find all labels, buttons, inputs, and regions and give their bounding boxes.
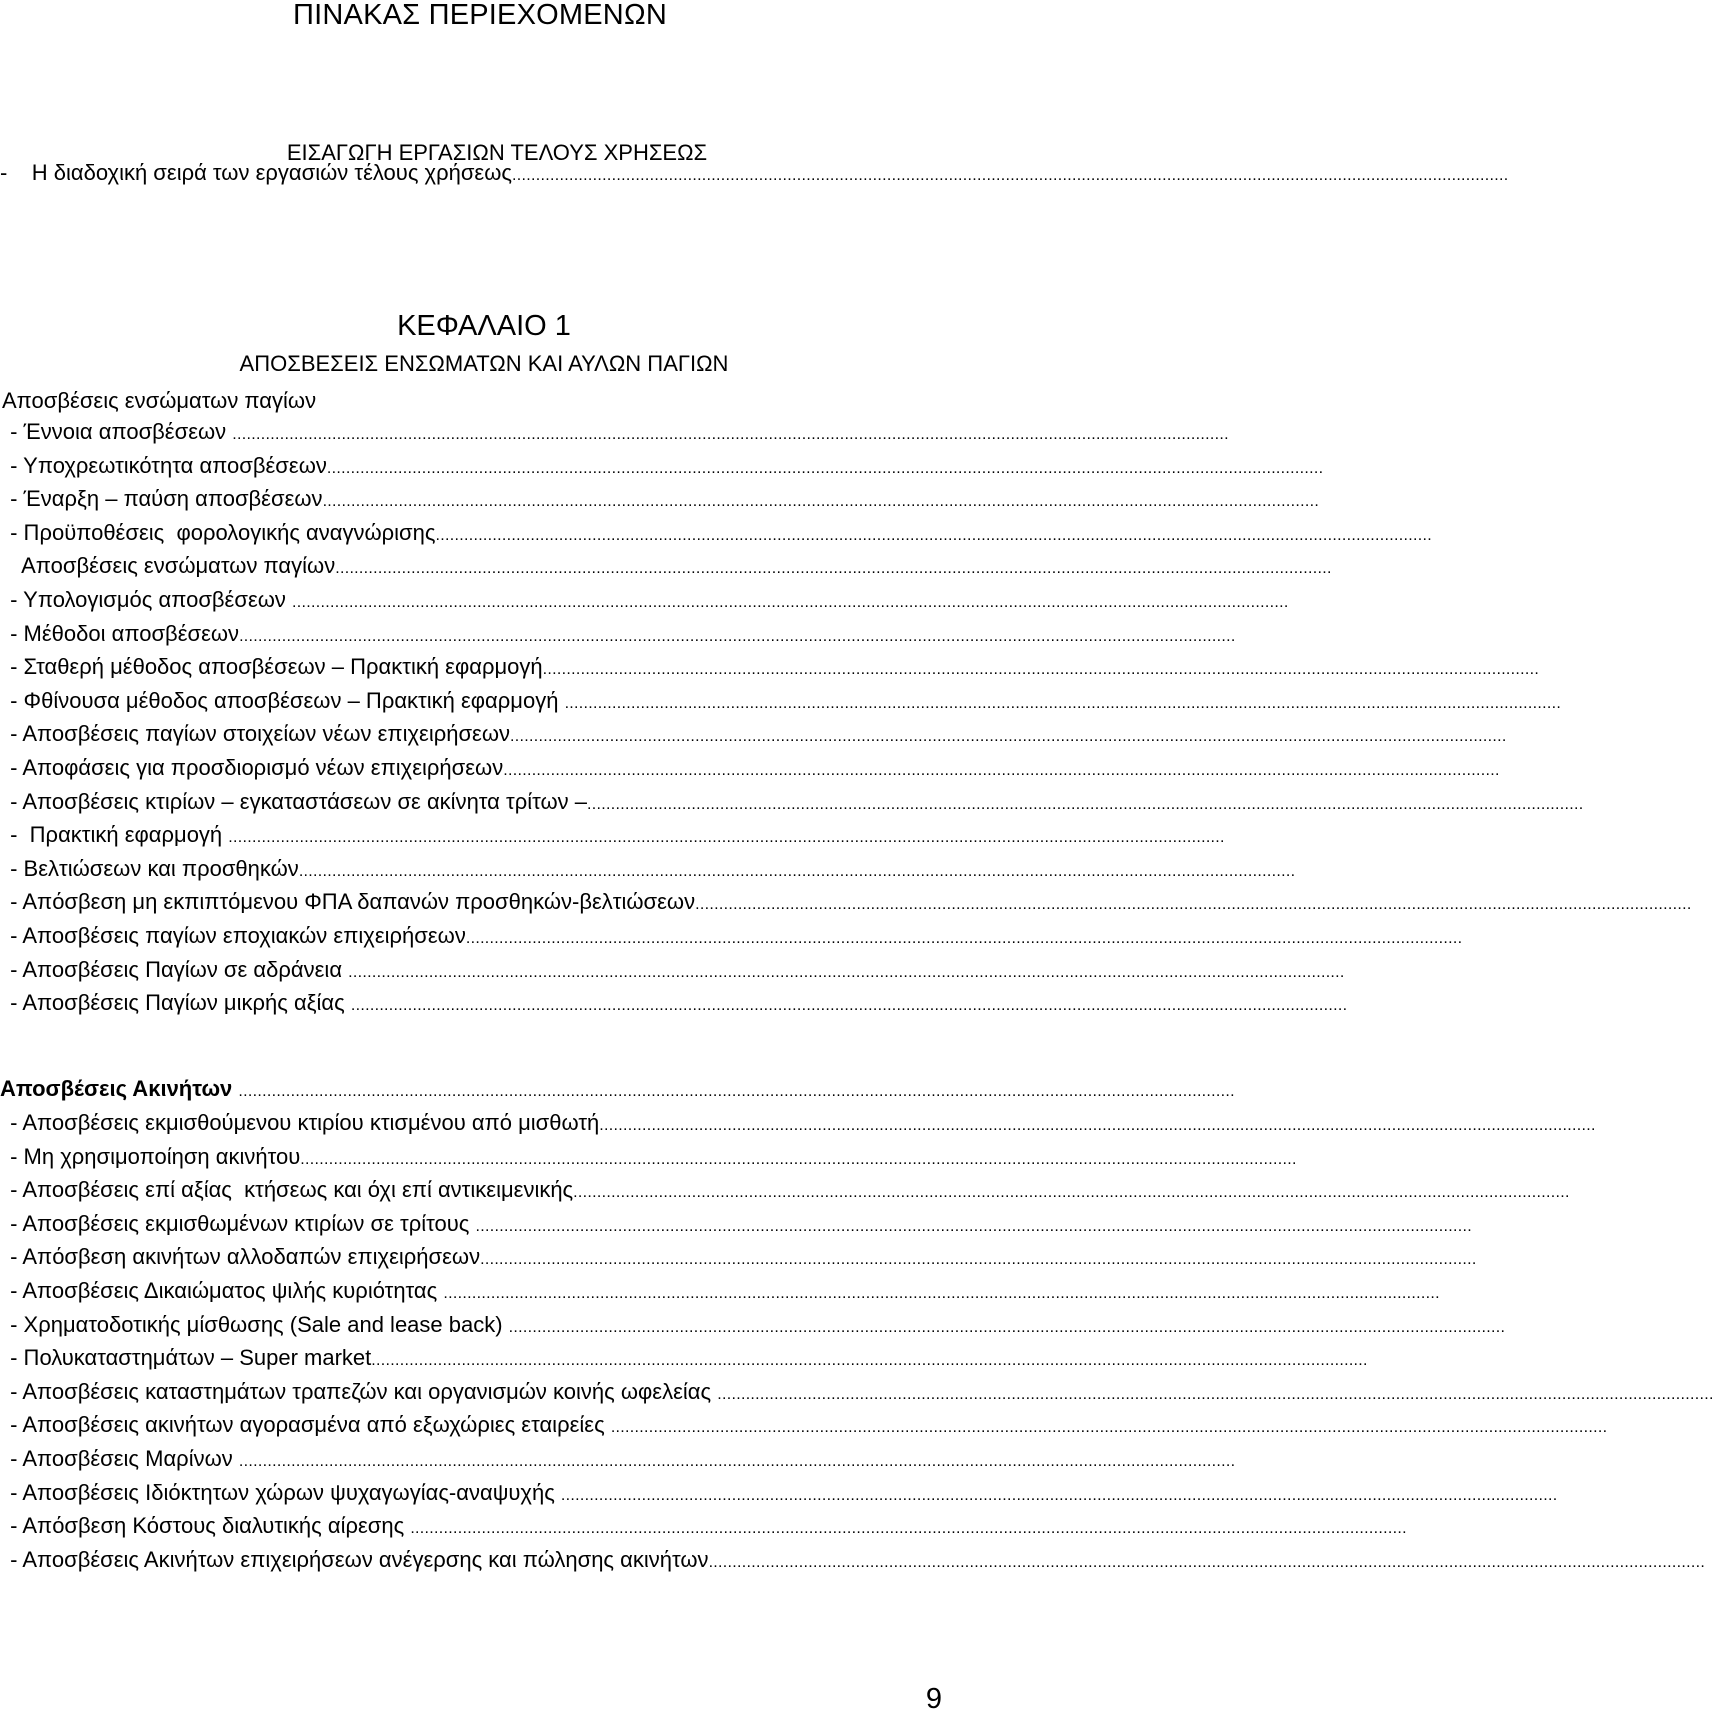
page-number: 9 (925, 1683, 942, 1715)
toc-entry[interactable] (4, 1411, 1608, 1439)
leader-dots: .................................................................................................................................................................................................................. (560, 1486, 1558, 1504)
leader-dots: .................................................................................................................................................................................................................. (542, 661, 1540, 679)
toc-entry[interactable] (4, 452, 1324, 480)
leader-dots: .................................................................................................................................................................................................................. (410, 1520, 1407, 1538)
toc-entry-label: - Υποχρεωτικότητα αποσβέσεων (4, 452, 327, 478)
toc-entry[interactable] (4, 418, 1229, 446)
leader-dots: .................................................................................................................................................................................................................. (599, 1117, 1596, 1134)
toc-entry[interactable] (4, 1210, 1473, 1238)
leader-dots: .................................................................................................................................................................................................................. (503, 762, 1500, 779)
section-heading: Αποσβέσεις ενσώματων παγίων (2, 388, 317, 413)
leader-dots: .................................................................................................................................................................................................................. (475, 1217, 1473, 1235)
toc-entry[interactable] (4, 855, 1296, 883)
toc-entry[interactable] (4, 586, 1289, 614)
leader-dots: .................................................................................................................................................................................................................. (512, 167, 1509, 184)
leader-dots: .................................................................................................................................................................................................................. (443, 1285, 1440, 1302)
toc-entry[interactable] (4, 1344, 1368, 1372)
toc-entry[interactable] (4, 989, 1348, 1017)
leader-dots: .................................................................................................................................................................................................................. (480, 1251, 1477, 1269)
leader-dots: .................................................................................................................................................................................................................. (371, 1352, 1368, 1370)
leader-dots: .................................................................................................................................................................................................................. (232, 426, 1229, 443)
toc-entry-label: - Αποσβέσεις Δικαιώματος ψιλής κυριότητας (4, 1278, 444, 1303)
toc-entry-label: - Η διαδοχική σειρά των εργασιών τέλους χρήσεως (0, 160, 512, 185)
page-title: ΠΙΝΑΚΑΣ ΠΕΡΙΕΧΟΜΕΝΩΝ (293, 0, 667, 31)
toc-entry-label: - Αποσβέσεις παγίων στοιχείων νέων επιχειρήσεων (4, 721, 511, 747)
toc-entry[interactable] (4, 788, 1584, 816)
leader-dots: .................................................................................................................................................................................................................. (350, 997, 1348, 1015)
toc-entry-label: - Αποσβέσεις καταστημάτων τραπεζών και οργανισμών κοινής ωφελείας (4, 1378, 718, 1404)
leader-dots: .................................................................................................................................................................................................................. (335, 560, 1332, 578)
toc-entry-label: - Αποσβέσεις παγίων εποχιακών επιχειρήσεων (4, 923, 466, 948)
toc-entry-label: - Αποσβέσεις Παγίων σε αδράνεια (4, 956, 349, 982)
leader-dots: .................................................................................................................................................................................................................. (510, 728, 1507, 746)
toc-entry-label: - Φθίνουσα μέθοδος αποσβέσεων – Πρακτική εφαρμογή (4, 687, 565, 713)
leader-dots: .................................................................................................................................................................................................................. (465, 930, 1463, 947)
toc-entry-label: - Αποσβέσεις κτιρίων – εγκαταστάσεων σε ακίνητα τρίτων – (4, 788, 588, 814)
toc-section-entry[interactable] (0, 1075, 1235, 1103)
toc-entry-label: - Απόσβεση Κόστους διαλυτικής αίρεσης (4, 1513, 411, 1539)
leader-dots: .................................................................................................................................................................................................................. (564, 694, 1562, 712)
toc-entry-label: Αποσβέσεις ενσώματων παγίων (4, 553, 336, 579)
toc-entry-label: - Μέθοδοι αποσβέσεων (4, 620, 240, 646)
toc-entry[interactable] (4, 888, 1692, 916)
chapter-heading: ΚΕΦΑΛΑΙΟ 1 (397, 310, 571, 342)
toc-entry[interactable] (4, 1143, 1297, 1171)
leader-dots: .................................................................................................................................................................................................................. (326, 459, 1324, 477)
leader-dots: .................................................................................................................................................................................................................. (717, 1385, 1714, 1403)
toc-entry[interactable] (4, 1277, 1440, 1305)
toc-entry[interactable] (4, 1109, 1596, 1137)
toc-entry[interactable] (4, 1378, 1714, 1406)
leader-dots: .................................................................................................................................................................................................................. (708, 1553, 1706, 1571)
leader-dots: .................................................................................................................................................................................................................. (292, 594, 1289, 611)
toc-entry[interactable] (4, 1479, 1558, 1507)
toc-entry-label: - Αποσβέσεις εκμισθούμενου κτιρίου κτισμένου από μισθωτή (4, 1110, 600, 1135)
toc-entry[interactable] (4, 653, 1540, 681)
toc-entry[interactable] (4, 821, 1225, 849)
toc-entry[interactable] (4, 485, 1320, 513)
leader-dots: .................................................................................................................................................................................................................. (238, 1083, 1235, 1100)
leader-dots: .................................................................................................................................................................................................................. (322, 493, 1320, 511)
toc-entry[interactable] (4, 1445, 1236, 1473)
toc-entry[interactable] (4, 754, 1500, 782)
toc-entry[interactable] (4, 1243, 1477, 1271)
toc-entry-label: - Πολυκαταστημάτων – Super market (4, 1345, 372, 1371)
toc-entry[interactable] (4, 1546, 1706, 1574)
leader-dots: .................................................................................................................................................................................................................. (435, 526, 1432, 544)
leader-dots: .................................................................................................................................................................................................................. (348, 963, 1345, 981)
toc-entry[interactable] (4, 956, 1345, 984)
toc-entry[interactable] (4, 687, 1562, 715)
leader-dots: .................................................................................................................................................................................................................. (239, 627, 1236, 645)
toc-entry-label: - Απόσβεση ακινήτων αλλοδαπών επιχειρήσεων (4, 1244, 481, 1270)
toc-entry-label: - Αποσβέσεις Μαρίνων (4, 1446, 239, 1471)
toc-entry-label: - Αποσβέσεις επί αξίας κτήσεως και όχι επί αντικειμενικής (4, 1177, 574, 1203)
toc-entry-label: - Μη χρησιμοποίηση ακινήτου (4, 1143, 301, 1169)
leader-dots: .................................................................................................................................................................................................................. (298, 862, 1296, 880)
toc-entry-label: - Υπολογισμός αποσβέσεων (4, 587, 293, 612)
toc-entry-label: - Προϋποθέσεις φορολογικής αναγνώρισης (4, 519, 436, 545)
toc-entry-label: - Αποσβέσεις Παγίων μικρής αξίας (4, 990, 351, 1016)
toc-entry[interactable] (4, 552, 1332, 580)
leader-dots: .................................................................................................................................................................................................................. (300, 1150, 1297, 1168)
toc-entry[interactable] (4, 519, 1432, 547)
toc-entry-label: - Σταθερή μέθοδος αποσβέσεων – Πρακτική εφαρμογή (4, 654, 543, 680)
toc-entry-label: - Χρηματοδοτικής μίσθωσης (Sale and lease back) (4, 1311, 509, 1337)
leader-dots: .................................................................................................................................................................................................................. (587, 795, 1584, 813)
toc-entry[interactable] (4, 922, 1463, 950)
leader-dots: .................................................................................................................................................................................................................. (573, 1184, 1570, 1202)
leader-dots: .................................................................................................................................................................................................................. (228, 829, 1225, 847)
toc-entry[interactable] (4, 1512, 1407, 1540)
toc-entry[interactable] (4, 620, 1236, 648)
toc-entry[interactable] (0, 159, 1509, 187)
toc-entry-label: - Αποφάσεις για προσδιορισμό νέων επιχειρήσεων (4, 755, 504, 780)
toc-entry-label: - Απόσβεση μη εκπιπτόμενου ΦΠΑ δαπανών προσθηκών-βελτιώσεων (4, 889, 696, 915)
leader-dots: .................................................................................................................................................................................................................. (695, 896, 1692, 914)
toc-entry[interactable] (4, 1311, 1506, 1339)
toc-entry-label: - Έναρξη – παύση αποσβέσεων (4, 486, 323, 512)
toc-entry-label: - Αποσβέσεις εκμισθωμένων κτιρίων σε τρίτους (4, 1210, 476, 1236)
toc-entry-label: - Αποσβέσεις Ακινήτων επιχειρήσεων ανέγερσης και πώλησης ακινήτων (4, 1546, 709, 1572)
leader-dots: .................................................................................................................................................................................................................. (610, 1419, 1608, 1437)
toc-entry[interactable] (4, 720, 1507, 748)
chapter-subheading: ΑΠΟΣΒΕΣΕΙΣ ΕΝΣΩΜΑΤΩΝ ΚΑΙ ΑΥΛΩΝ ΠΑΓΙΩΝ (239, 351, 729, 376)
leader-dots: .................................................................................................................................................................................................................. (238, 1453, 1236, 1470)
section-heading: Αποσβέσεις Ακινήτων (0, 1076, 239, 1101)
toc-entry-label: - Πρακτική εφαρμογή (4, 822, 229, 848)
toc-entry-label: - Βελτιώσεων και προσθηκών (4, 855, 299, 881)
toc-entry-label: - Έννοια αποσβέσεων (4, 419, 233, 444)
toc-entry[interactable] (4, 1176, 1570, 1204)
intro-heading: ΕΙΣΑΓΩΓΗ ΕΡΓΑΣΙΩΝ ΤΕΛΟΥΣ ΧΡΗΣΕΩΣ (286, 140, 708, 165)
toc-entry-label: - Αποσβέσεις ακινήτων αγορασμένα από εξωχώριες εταιρείες (4, 1412, 611, 1438)
toc-entry-label: - Αποσβέσεις Ιδιόκτητων χώρων ψυχαγωγίας-αναψυχής (4, 1479, 561, 1505)
leader-dots: .................................................................................................................................................................................................................. (508, 1318, 1506, 1336)
